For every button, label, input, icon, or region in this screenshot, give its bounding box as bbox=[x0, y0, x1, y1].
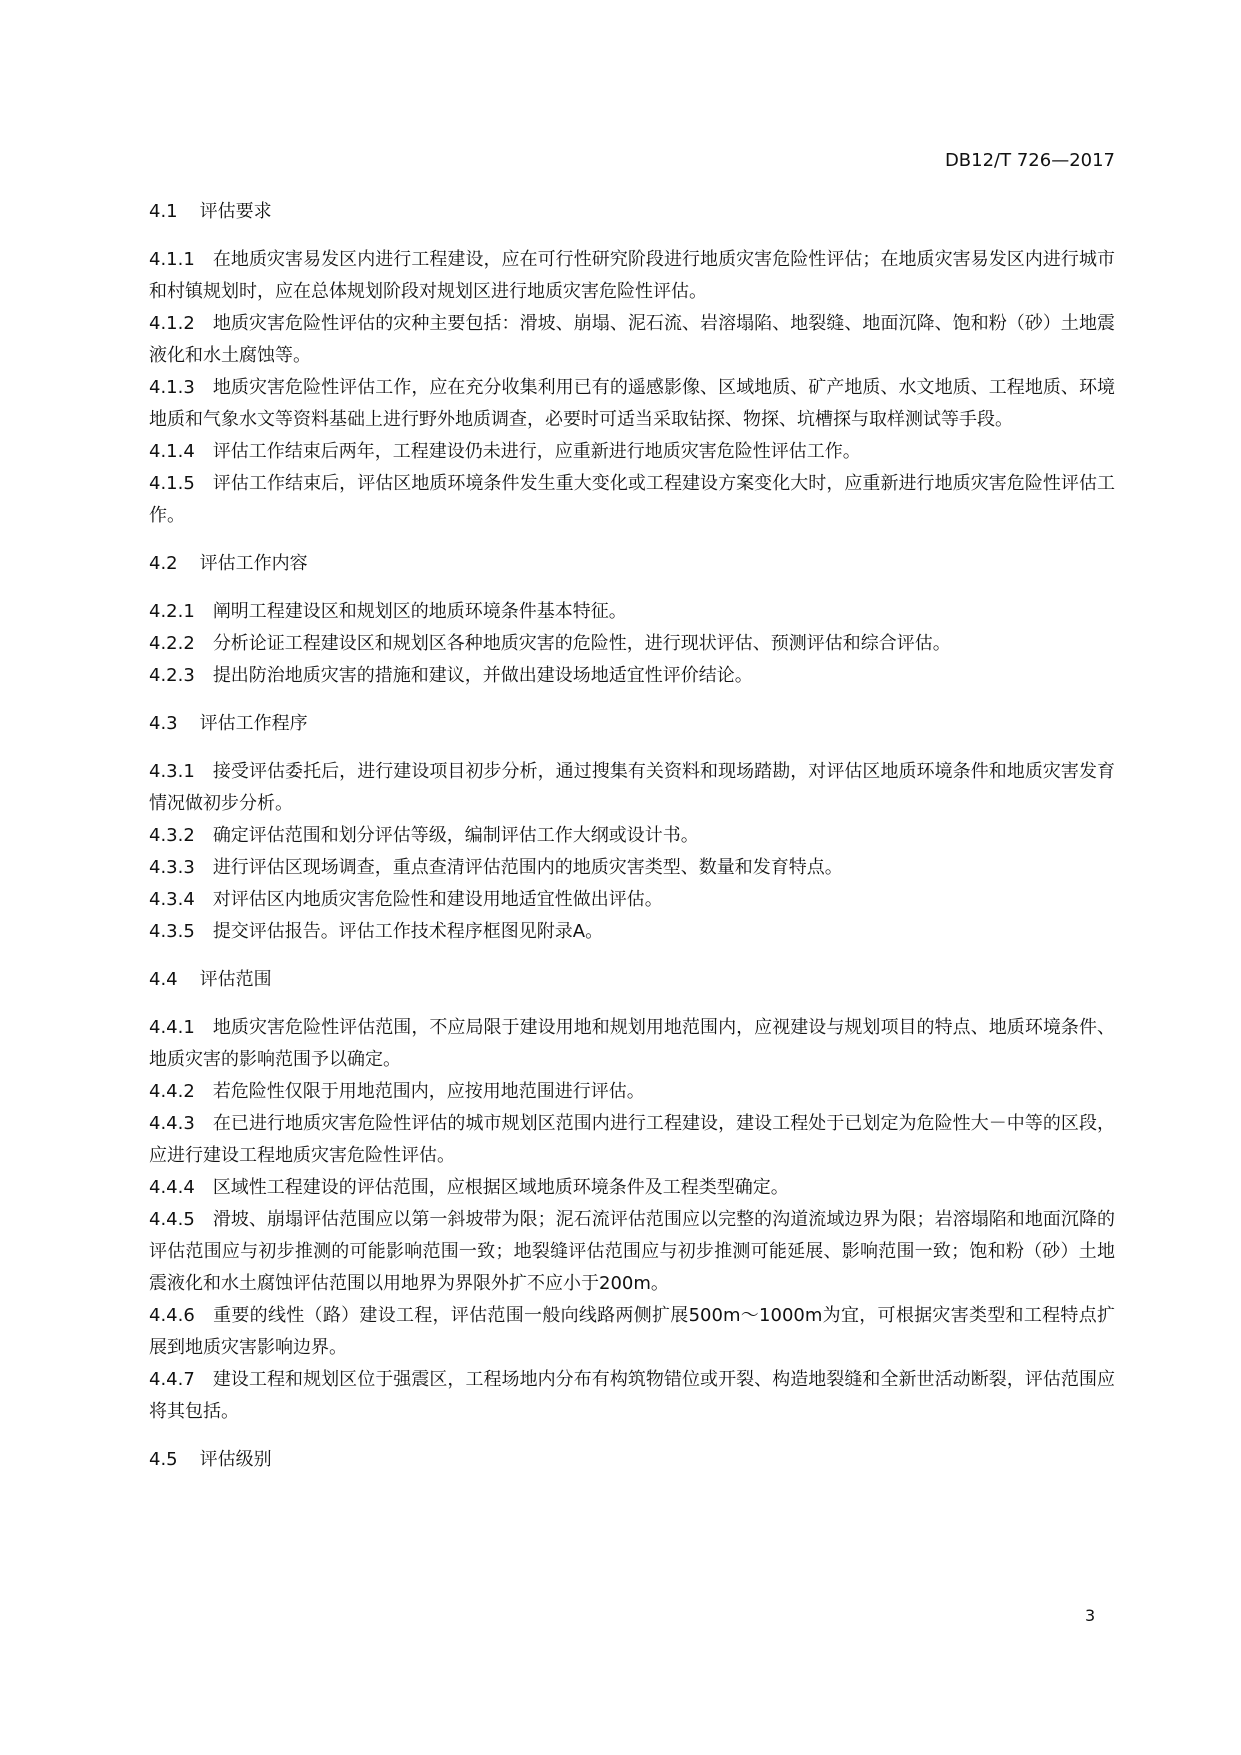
clause: 4.4.7 建设工程和规划区位于强震区，工程场地内分布有构筑物错位或开裂、构造地裂缝和全新世活动断裂，评估范围应将其包括。 bbox=[149, 1369, 1115, 1422]
clause: 4.3.5 提交评估报告。评估工作技术程序框图见附录A。 bbox=[149, 921, 604, 942]
section-title: 4.3 评估工作程序 bbox=[149, 713, 308, 734]
clause: 4.1.4 评估工作结束后两年，工程建设仍未进行，应重新进行地质灾害危险性评估工作。 bbox=[149, 441, 861, 462]
clause: 4.3.2 确定评估范围和划分评估等级，编制评估工作大纲或设计书。 bbox=[149, 825, 699, 846]
clause: 4.3.4 对评估区内地质灾害危险性和建设用地适宜性做出评估。 bbox=[149, 889, 663, 910]
clause: 4.3.3 进行评估区现场调查，重点查清评估范围内的地质灾害类型、数量和发育特点。 bbox=[149, 857, 843, 878]
section-title: 4.5 评估级别 bbox=[149, 1449, 272, 1470]
clause: 4.1.5 评估工作结束后，评估区地质环境条件发生重大变化或工程建设方案变化大时，应重新进行地质灾害危险性评估工作。 bbox=[149, 473, 1115, 526]
clause: 4.1.2 地质灾害危险性评估的灾种主要包括：滑坡、崩塌、泥石流、岩溶塌陷、地裂缝、地面沉降、饱和粉（砂）土地震液化和水土腐蚀等。 bbox=[149, 313, 1115, 366]
clause: 4.4.4 区域性工程建设的评估范围，应根据区域地质环境条件及工程类型确定。 bbox=[149, 1177, 789, 1198]
section-title: 4.1 评估要求 bbox=[149, 201, 272, 222]
document-code: DB12/T 726—2017 bbox=[944, 150, 1115, 171]
clause: 4.1.1 在地质灾害易发区内进行工程建设，应在可行性研究阶段进行地质灾害危险性评估；在地质灾害易发区内进行城市和村镇规划时，应在总体规划阶段对规划区进行地质灾害危险性评估。 bbox=[149, 249, 1115, 302]
section-title: 4.2 评估工作内容 bbox=[149, 553, 308, 574]
clause: 4.4.2 若危险性仅限于用地范围内，应按用地范围进行评估。 bbox=[149, 1081, 645, 1102]
clause: 4.1.3 地质灾害危险性评估工作，应在充分收集利用已有的遥感影像、区域地质、矿产地质、水文地质、工程地质、环境地质和气象水文等资料基础上进行野外地质调查，必要时可适当采取钻探、物探、坑槽探与取样测试等手段。 bbox=[149, 377, 1115, 430]
clause: 4.3.1 接受评估委托后，进行建设项目初步分析，通过搜集有关资料和现场踏勘，对评估区地质环境条件和地质灾害发育情况做初步分析。 bbox=[149, 761, 1115, 814]
clause: 4.2.3 提出防治地质灾害的措施和建议，并做出建设场地适宜性评价结论。 bbox=[149, 665, 753, 686]
clause: 4.4.3 在已进行地质灾害危险性评估的城市规划区范围内进行工程建设，建设工程处于已划定为危险性大－中等的区段，应进行建设工程地质灾害危险性评估。 bbox=[149, 1113, 1115, 1166]
clause: 4.2.1 阐明工程建设区和规划区的地质环境条件基本特征。 bbox=[149, 601, 627, 622]
clause: 4.4.5 滑坡、崩塌评估范围应以第一斜坡带为限；泥石流评估范围应以完整的沟道流域边界为限；岩溶塌陷和地面沉降的评估范围应与初步推测的可能影响范围一致；地裂缝评估范围应与初步推测可能延展、影响范围一致；饱和粉（砂）土地震液化和水土腐蚀评估范围以用地界为界限外扩不应小于200m。 bbox=[149, 1209, 1115, 1294]
clause: 4.4.1 地质灾害危险性评估范围，不应局限于建设用地和规划用地范围内，应视建设与规划项目的特点、地质环境条件、地质灾害的影响范围予以确定。 bbox=[149, 1017, 1115, 1070]
page-number: 3 bbox=[1085, 1606, 1096, 1625]
section-title: 4.4 评估范围 bbox=[149, 969, 272, 990]
clause: 4.2.2 分析论证工程建设区和规划区各种地质灾害的危险性，进行现状评估、预测评估和综合评估。 bbox=[149, 633, 951, 654]
clause: 4.4.6 重要的线性（路）建设工程，评估范围一般向线路两侧扩展500m～1000m为宜，可根据灾害类型和工程特点扩展到地质灾害影响边界。 bbox=[149, 1305, 1115, 1358]
document-body bbox=[149, 198, 1115, 1474]
